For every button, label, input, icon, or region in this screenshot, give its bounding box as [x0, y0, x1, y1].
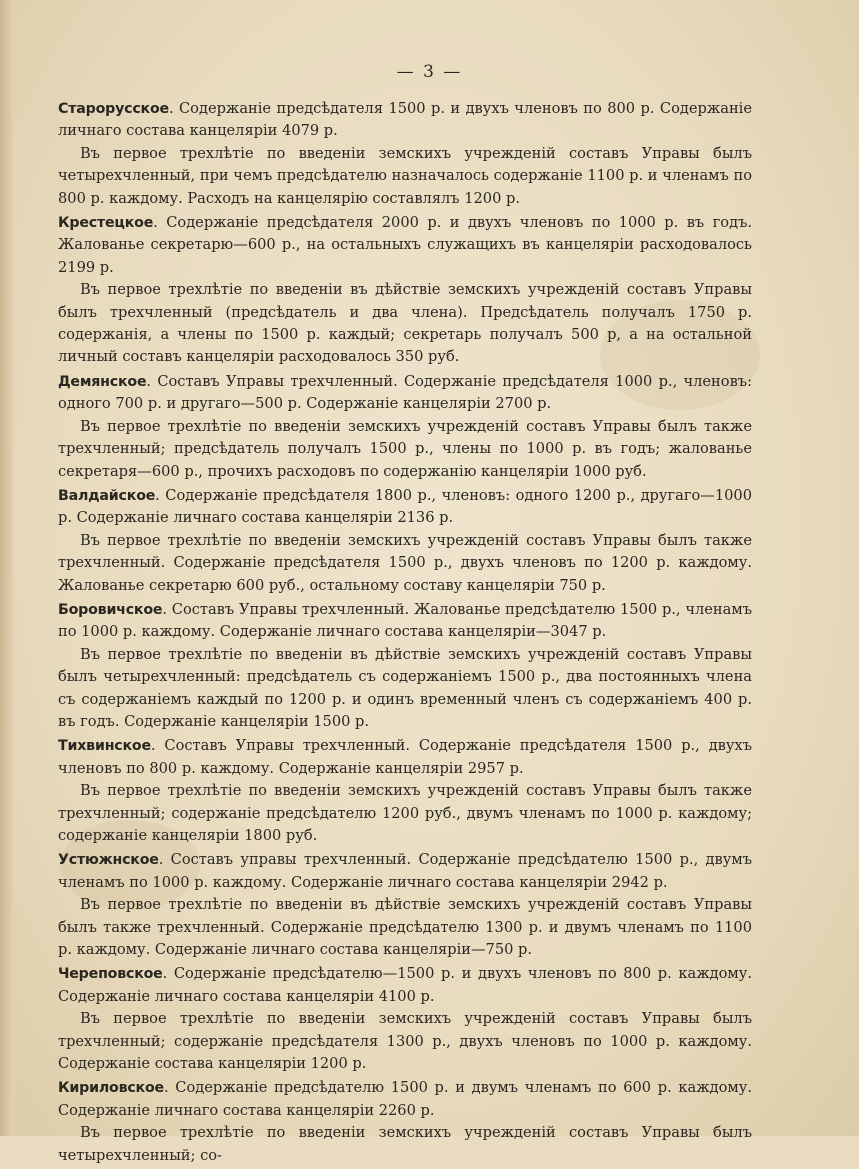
page-binding-edge [0, 0, 14, 1136]
entry-tikhvinskoe [58, 735, 752, 780]
entry-text: . Составъ Управы трехчленный. Содержаніе предсѣдателя 1500 р., двухъ членовъ по 800 р. каждому. Содержаніе канцеляріи 2957 р. [58, 737, 752, 777]
entry-first-triennium: Въ первое трехлѣтіе по введеніи земскихъ учрежденій составъ Управы былъ четырехчленный; со- [58, 1124, 752, 1164]
entry-first-triennium: Въ первое трехлѣтіе по введеніи въ дѣйствіе земскихъ учрежденій составъ Управы былъ четырехчленный: предсѣдатель съ содержаніемъ 1500 р., два постоянныхъ члена съ содержаніемъ каждый по 1200 р. и одинъ временный членъ съ содержаніемъ 400 р. въ годъ. Содержаніе канцеляріи 1500 р. [58, 645, 752, 730]
entry-title: Старорусское [58, 101, 169, 117]
entry-title: Крестецкое [58, 215, 154, 232]
entry-ustyuzhnskoe [58, 849, 752, 894]
entry-text: . Составъ управы трехчленный. Содержаніе предсѣдателю 1500 р., двумъ членамъ по 1000 р. каждому. Содержаніе личнаго состава канцеляріи 2942 р. [58, 851, 752, 891]
entry-first-triennium: Въ первое трехлѣтіе по введеніи земскихъ учрежденій составъ Управы былъ также трехчленный. Содержаніе предсѣдателя 1500 р., двухъ членовъ по 1200 р. каждому. Жалованье секретарю 600 руб., остальному составу канцеляріи 750 р. [58, 531, 752, 594]
entry-valdaiskoe [58, 485, 752, 530]
entry-title: Устюжнское [58, 852, 159, 869]
entry-text: . Содержаніе предсѣдателю—1500 р. и двухъ членовъ по 800 р. каждому. Содержаніе личнаго состава канцеляріи 4100 р. [58, 965, 752, 1005]
entry-kirilovskoe [58, 1077, 752, 1122]
entry-text: . Составъ Управы трехчленный. Жалованье предсѣдателю 1500 р., членамъ по 1000 р. каждому. Содержаніе личнаго состава канцеляріи—3047 р. [58, 600, 752, 641]
entry-title: Тихвинское [58, 738, 151, 755]
document-body [58, 98, 752, 1169]
entry-title: Череповское [58, 966, 163, 983]
entry-first-triennium: Въ первое трехлѣтіе по введеніи въ дѣйствіе земскихъ учрежденій составъ Управы былъ также трехчленный. Содержаніе предсѣдателю 1300 р. и двумъ членамъ по 1100 р. каждому. Содержаніе личнаго состава канцеляріи—750 р. [58, 896, 752, 959]
entry-starorusskoe [58, 98, 752, 143]
entry-text: . Содержаніе предсѣдателю 1500 р. и двумъ членамъ по 600 р. каждому. Содержаніе личнаго состава канцеляріи 2260 р. [58, 1079, 752, 1119]
entry-text: . Содержаніе предсѣдателя 1500 р. и двухъ членовъ по 800 р. Содержаніе личнаго состава канцеляріи 4079 р. [58, 100, 752, 140]
entry-first-triennium: Въ первое трехлѣтіе по введеніи земскихъ учрежденій составъ Управы былъ трехчленный; содержаніе предсѣдателя 1300 р., двухъ членовъ по 1000 р. каждому. Содержаніе состава канцеляріи 1200 р. [58, 1010, 752, 1073]
entry-title: Демянское [58, 373, 147, 390]
entry-krestetskoe [58, 212, 752, 279]
entry-first-triennium: Въ первое трехлѣтіе по введеніи земскихъ учрежденій составъ Управы былъ также трехчленный; содержаніе предсѣдателю 1200 руб., двумъ членамъ по 1000 р. каждому; содержаніе канцеляріи 1800 руб. [58, 782, 752, 844]
entry-title: Кириловское [58, 1080, 164, 1097]
entry-text: . Содержаніе предсѣдателя 1800 р., членовъ: одного 1200 р., другаго—1000 р. Содержаніе личнаго состава канцеляріи 2136 р. [58, 486, 752, 527]
entry-first-triennium: Въ первое трехлѣтіе по введеніи земскихъ учрежденій составъ Управы былъ четырехчленный, при чемъ предсѣдателю назначалось содержаніе 1100 р. и членамъ по 800 р. каждому. Расходъ на канцелярію составлялъ 1200 р. [58, 144, 752, 207]
entry-title: Валдайское [58, 487, 156, 504]
entry-first-triennium: Въ первое трехлѣтіе по введеніи земскихъ учрежденій составъ Управы былъ также трехчленный; предсѣдатель получалъ 1500 р., члены по 1000 р. въ годъ; жалованье секретаря—600 р., прочихъ расходовъ по содержанію канцеляріи 1000 руб. [58, 417, 752, 480]
entry-cherepovskoe [58, 963, 752, 1008]
page-number: — 3 — [396, 62, 463, 82]
entry-demyanskoe [58, 371, 752, 416]
entry-text: . Составъ Управы трехчленный. Содержаніе предсѣдателя 1000 р., членовъ: одного 700 р. и другаго—500 р. Содержаніе канцеляріи 2700 р. [58, 372, 752, 413]
entry-title: Боровичское [58, 601, 163, 618]
entry-text: . Содержаніе предсѣдателя 2000 р. и двухъ членовъ по 1000 р. въ годъ. Жалованье секретарю—600 р., на остальныхъ служащихъ въ канцеляріи расходовалось 2199 р. [58, 214, 752, 276]
entry-first-triennium: Въ первое трехлѣтіе по введеніи въ дѣйствіе земскихъ учрежденій составъ Управы былъ трехчленный (предсѣдатель и два члена). Предсѣдатель получалъ 1750 р. содержанія, а члены по 1500 р. каждый; секретарь получалъ 500 р, а на остальной личный составъ канцеляріи расходовалось 350 руб. [58, 281, 752, 366]
entry-borovichskoe [58, 599, 752, 644]
